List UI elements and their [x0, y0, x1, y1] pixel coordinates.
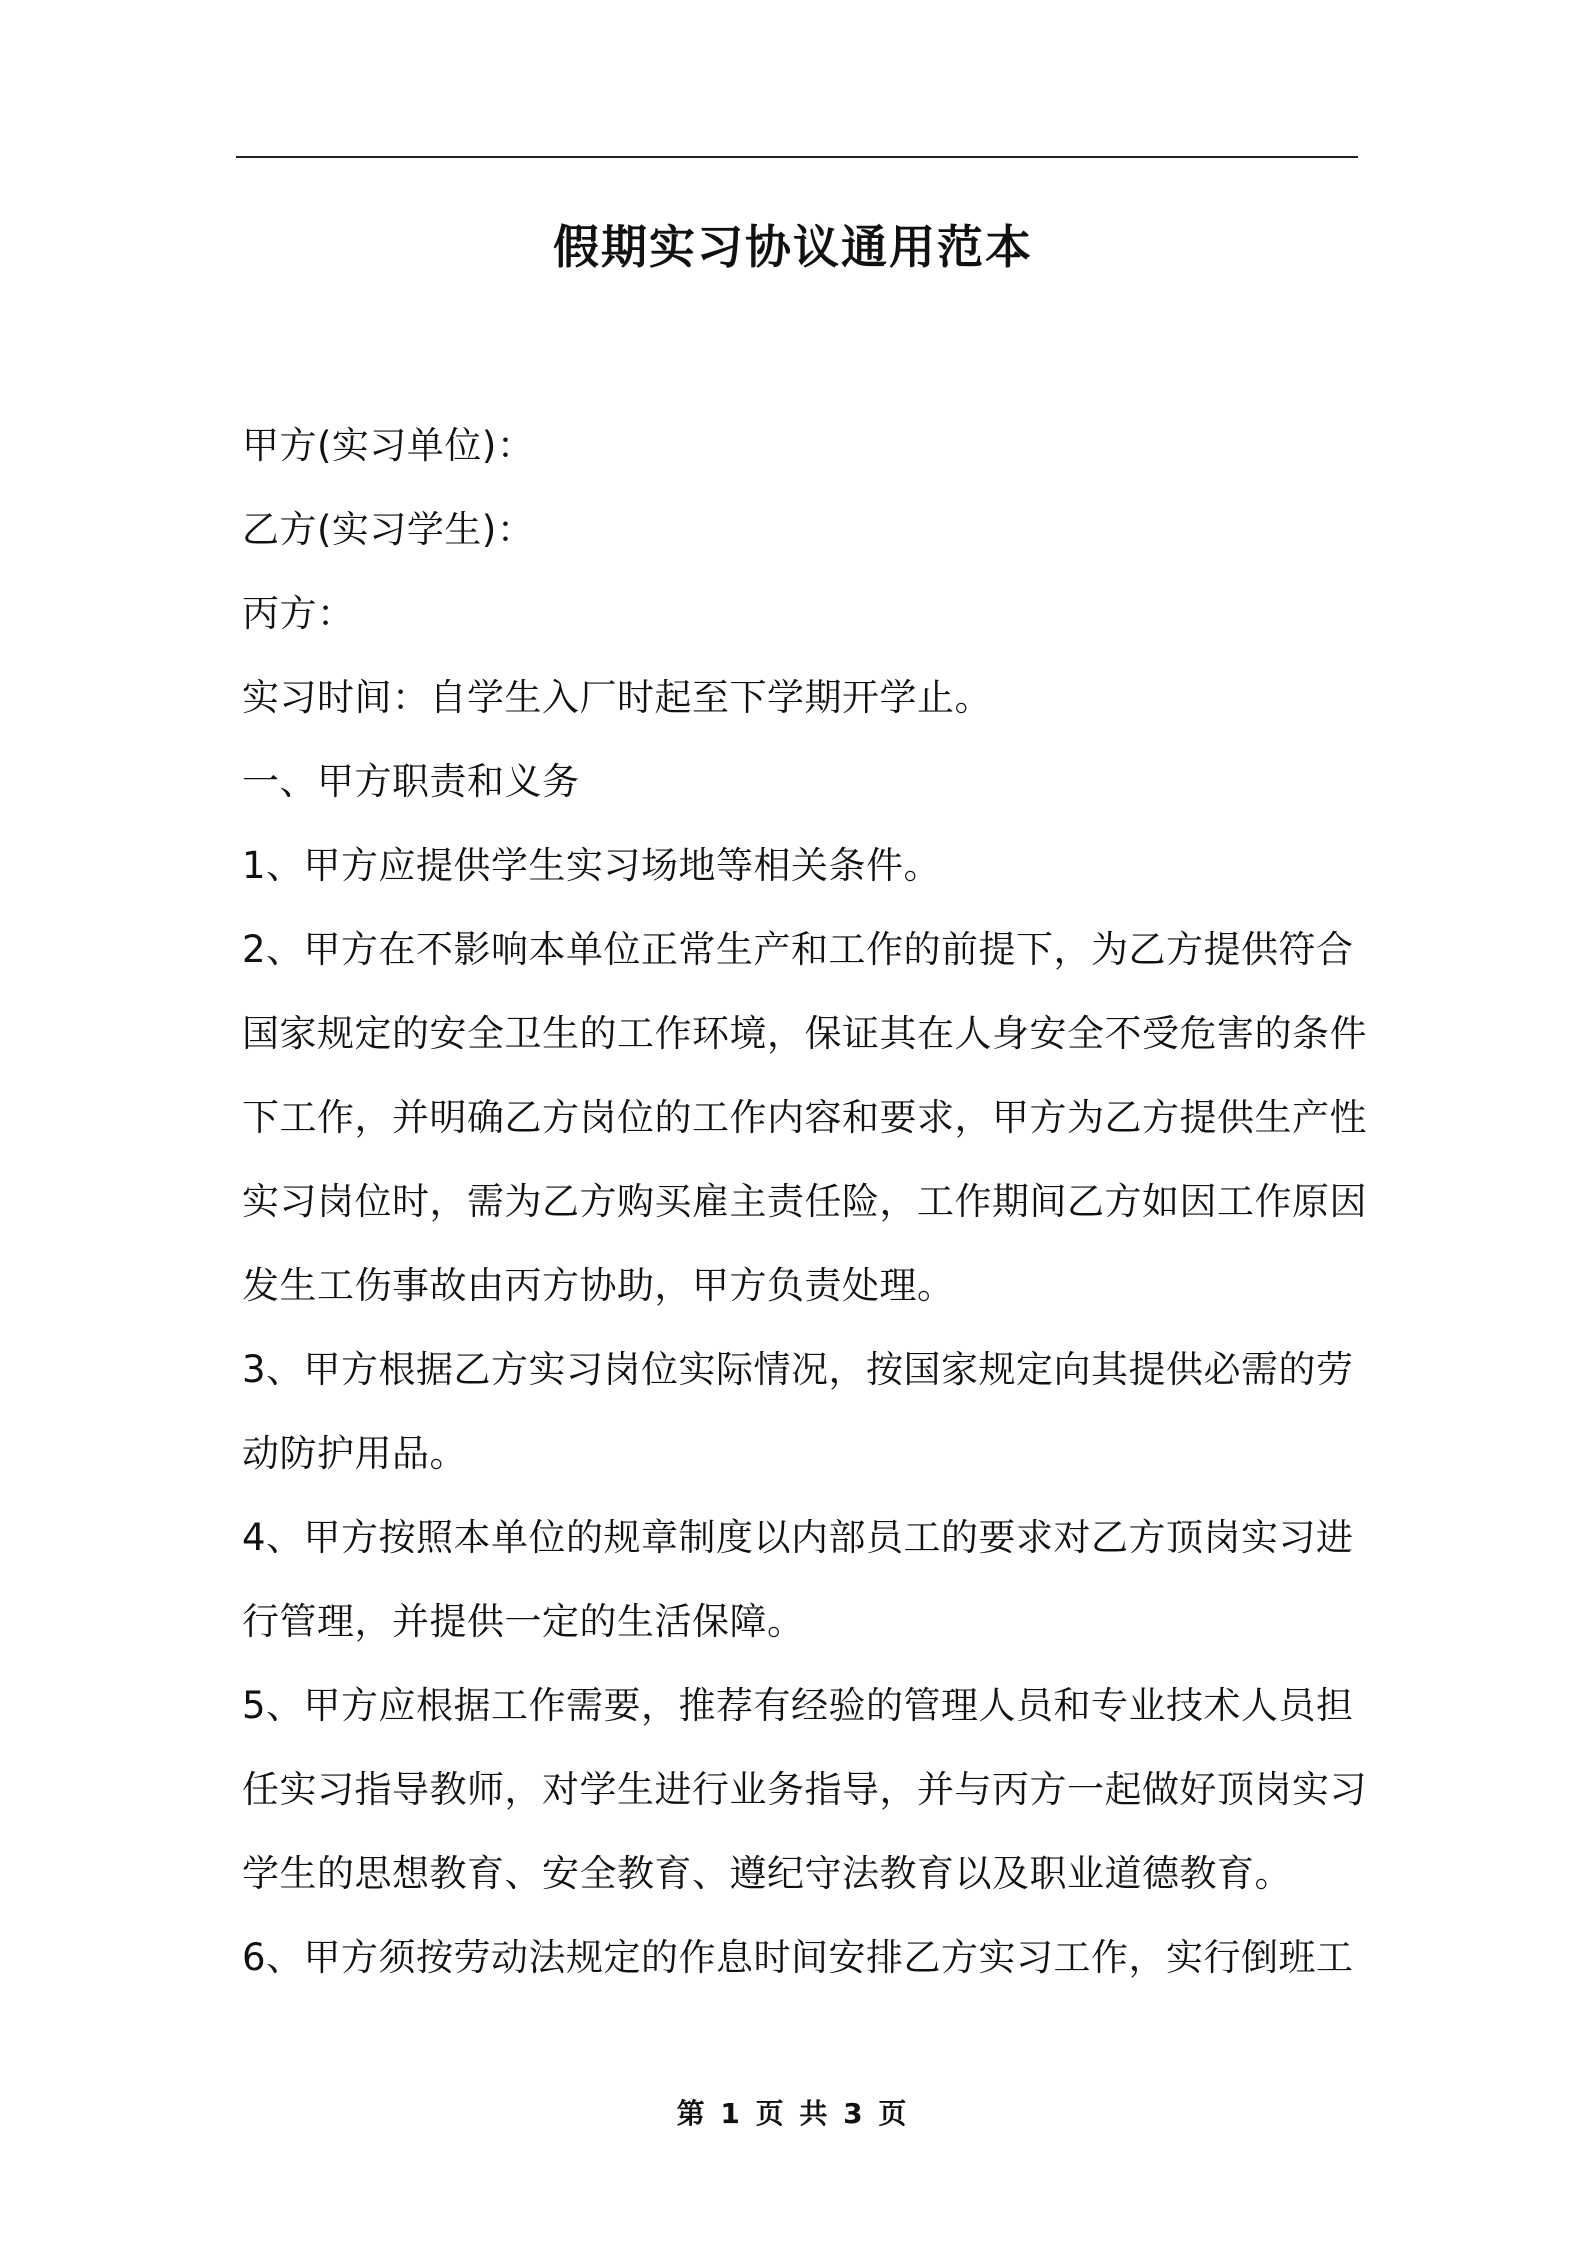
document-body	[242, 404, 1367, 2000]
text-line: 2、甲方在不影响本单位正常生产和工作的前提下，为乙方提供符合	[242, 928, 1354, 971]
text-line: 国家规定的安全卫生的工作环境，保证其在人身安全不受危害的条件	[242, 1012, 1367, 1055]
text-line: 5、甲方应根据工作需要，推荐有经验的管理人员和专业技术人员担	[242, 1684, 1354, 1727]
page-footer: 第 1 页 共 3 页	[676, 2097, 910, 2130]
text-line: 甲方(实习单位)：	[242, 424, 535, 467]
text-line: 学生的思想教育、安全教育、遵纪守法教育以及职业道德教育。	[242, 1852, 1292, 1895]
text-line: 4、甲方按照本单位的规章制度以内部员工的要求对乙方顶岗实习进	[242, 1516, 1354, 1559]
header-rule	[236, 156, 1358, 158]
text-line: 3、甲方根据乙方实习岗位实际情况，按国家规定向其提供必需的劳	[242, 1348, 1354, 1391]
document-title: 假期实习协议通用范本	[553, 220, 1033, 274]
text-line: 任实习指导教师，对学生进行业务指导，并与丙方一起做好顶岗实习	[242, 1768, 1367, 1811]
section-heading: 一、甲方职责和义务	[242, 760, 580, 803]
text-line: 行管理，并提供一定的生活保障。	[242, 1600, 805, 1643]
text-line: 1、甲方应提供学生实习场地等相关条件。	[242, 844, 942, 887]
text-line: 实习岗位时，需为乙方购买雇主责任险，工作期间乙方如因工作原因	[242, 1180, 1367, 1223]
text-line: 乙方(实习学生)：	[242, 508, 535, 551]
text-line: 实习时间：自学生入厂时起至下学期开学止。	[242, 676, 992, 719]
text-line: 下工作，并明确乙方岗位的工作内容和要求，甲方为乙方提供生产性	[242, 1096, 1367, 1139]
text-line: 发生工伤事故由丙方协助，甲方负责处理。	[242, 1264, 955, 1307]
text-line: 动防护用品。	[242, 1432, 467, 1475]
text-line: 6、甲方须按劳动法规定的作息时间安排乙方实习工作，实行倒班工	[242, 1936, 1354, 1979]
text-line: 丙方：	[242, 592, 355, 635]
